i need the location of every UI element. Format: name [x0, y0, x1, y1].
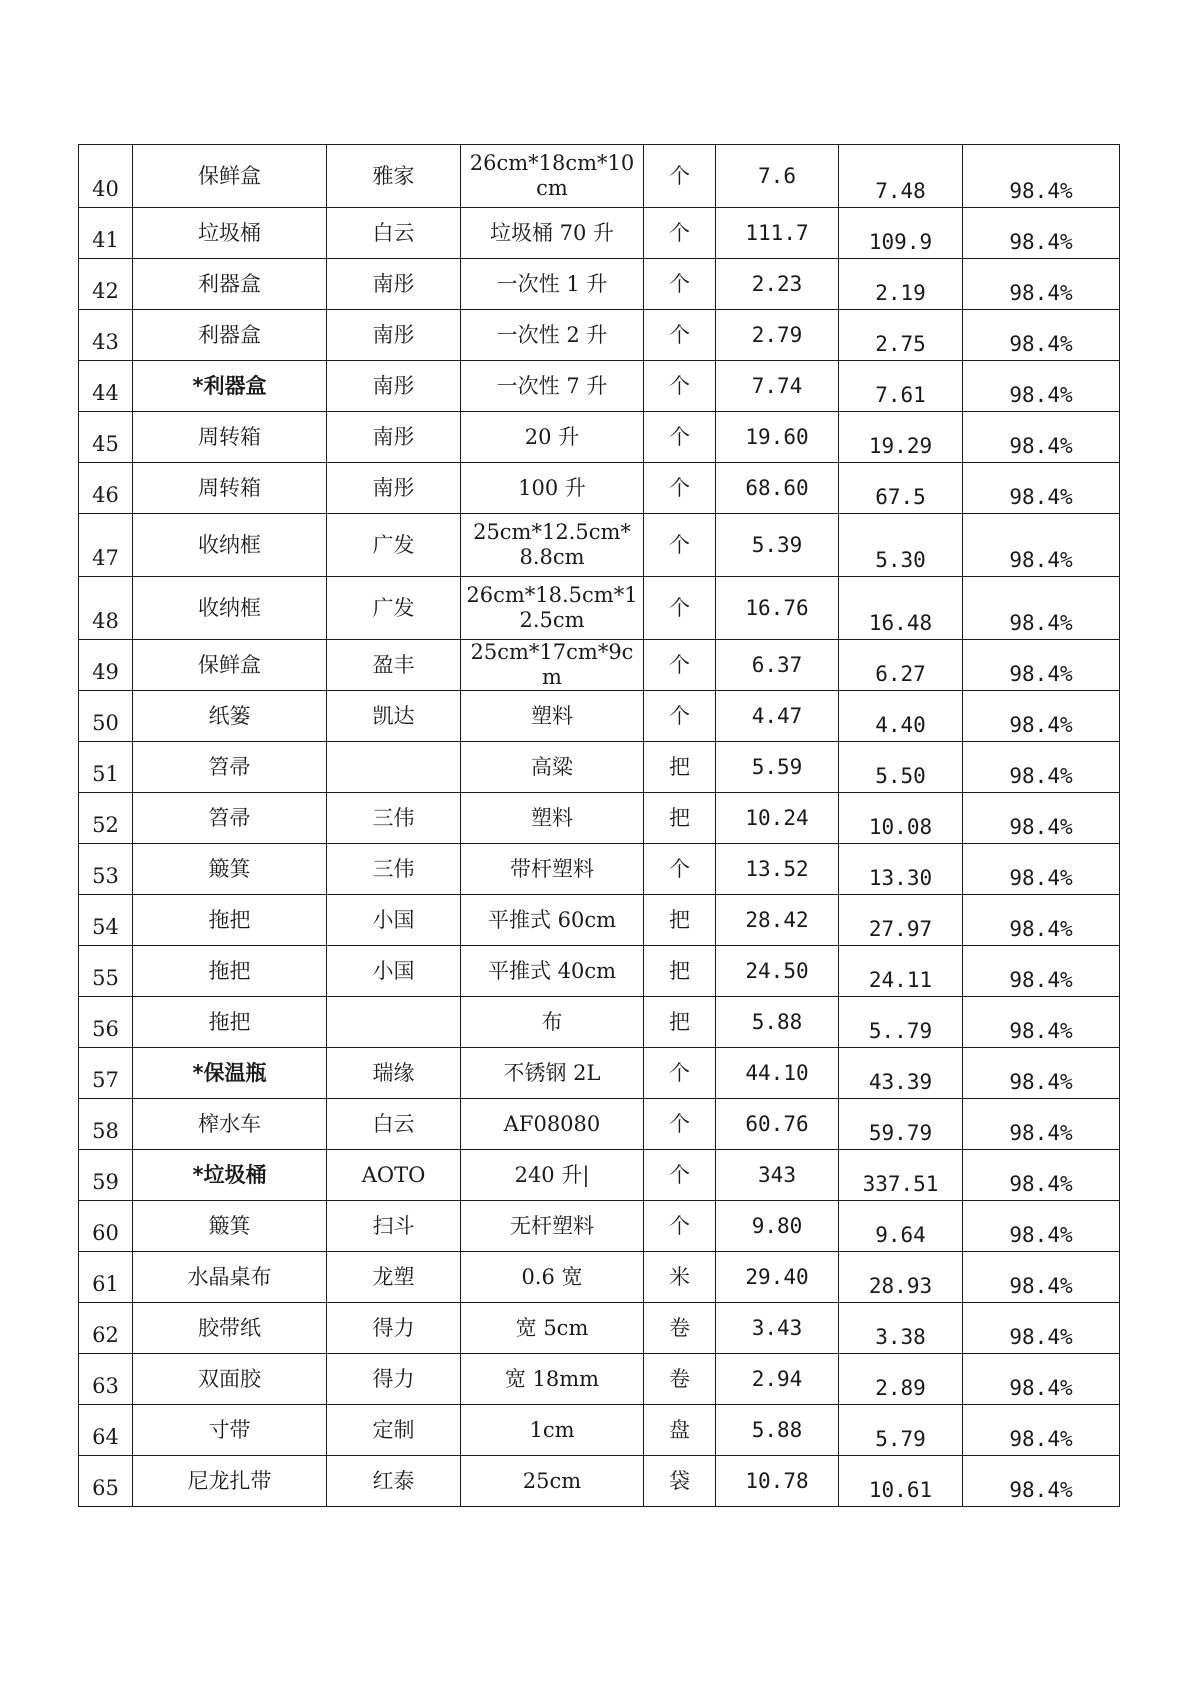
item-discount-rate: 98.4% — [963, 895, 1120, 946]
item-name: 水晶桌布 — [133, 1252, 327, 1303]
item-unit: 个 — [644, 577, 716, 640]
item-brand: 盈丰 — [327, 640, 461, 691]
item-spec: 不锈钢 2L — [461, 1048, 644, 1099]
table-row — [79, 742, 1120, 793]
item-spec: 平推式 60cm — [461, 895, 644, 946]
item-discounted-price: 10.08 — [839, 793, 963, 844]
item-brand — [327, 742, 461, 793]
item-discounted-price: 13.30 — [839, 844, 963, 895]
item-name: *利器盒 — [133, 361, 327, 412]
row-number: 53 — [79, 844, 133, 895]
item-name: 纸篓 — [133, 691, 327, 742]
item-discount-rate: 98.4% — [963, 259, 1120, 310]
item-name: 保鲜盒 — [133, 145, 327, 208]
item-spec: 宽 18mm — [461, 1354, 644, 1405]
row-number: 65 — [79, 1456, 133, 1507]
item-brand: 南彤 — [327, 463, 461, 514]
item-spec: 高粱 — [461, 742, 644, 793]
table-row — [79, 1303, 1120, 1354]
table-row — [79, 208, 1120, 259]
row-number: 45 — [79, 412, 133, 463]
item-spec: 平推式 40cm — [461, 946, 644, 997]
item-brand: 广发 — [327, 514, 461, 577]
price-table — [78, 144, 1120, 1507]
item-brand: 小国 — [327, 895, 461, 946]
item-brand: 白云 — [327, 1099, 461, 1150]
table-row — [79, 793, 1120, 844]
item-unit: 个 — [644, 1048, 716, 1099]
table-row — [79, 361, 1120, 412]
item-discount-rate: 98.4% — [963, 412, 1120, 463]
item-discounted-price: 7.48 — [839, 145, 963, 208]
item-brand: 南彤 — [327, 361, 461, 412]
item-brand: 白云 — [327, 208, 461, 259]
table-row — [79, 997, 1120, 1048]
item-spec: 100 升 — [461, 463, 644, 514]
item-price: 5.88 — [716, 997, 839, 1048]
item-price: 5.88 — [716, 1405, 839, 1456]
item-spec: 一次性 7 升 — [461, 361, 644, 412]
item-price: 7.74 — [716, 361, 839, 412]
item-discounted-price: 19.29 — [839, 412, 963, 463]
row-number: 64 — [79, 1405, 133, 1456]
item-unit: 把 — [644, 742, 716, 793]
item-discount-rate: 98.4% — [963, 946, 1120, 997]
item-name: 簸箕 — [133, 844, 327, 895]
item-unit: 个 — [644, 463, 716, 514]
item-price: 10.24 — [716, 793, 839, 844]
row-number: 48 — [79, 577, 133, 640]
item-price: 68.60 — [716, 463, 839, 514]
item-name: 利器盒 — [133, 310, 327, 361]
row-number: 42 — [79, 259, 133, 310]
row-number: 47 — [79, 514, 133, 577]
item-spec: 一次性 2 升 — [461, 310, 644, 361]
item-price: 44.10 — [716, 1048, 839, 1099]
row-number: 59 — [79, 1150, 133, 1201]
row-number: 44 — [79, 361, 133, 412]
item-brand: 凯达 — [327, 691, 461, 742]
item-discounted-price: 109.9 — [839, 208, 963, 259]
item-price: 28.42 — [716, 895, 839, 946]
item-spec: 塑料 — [461, 691, 644, 742]
item-discounted-price: 67.5 — [839, 463, 963, 514]
item-brand: 瑞缘 — [327, 1048, 461, 1099]
item-discounted-price: 4.40 — [839, 691, 963, 742]
item-name: 周转箱 — [133, 412, 327, 463]
item-spec: AF08080 — [461, 1099, 644, 1150]
item-discounted-price: 5.50 — [839, 742, 963, 793]
item-spec: 240 升| — [461, 1150, 644, 1201]
item-brand: 三伟 — [327, 793, 461, 844]
item-discounted-price: 10.61 — [839, 1456, 963, 1507]
item-unit: 个 — [644, 1099, 716, 1150]
item-discount-rate: 98.4% — [963, 310, 1120, 361]
item-price: 16.76 — [716, 577, 839, 640]
item-price: 2.23 — [716, 259, 839, 310]
row-number: 63 — [79, 1354, 133, 1405]
item-discount-rate: 98.4% — [963, 1252, 1120, 1303]
item-unit: 把 — [644, 997, 716, 1048]
item-discount-rate: 98.4% — [963, 577, 1120, 640]
row-number: 56 — [79, 997, 133, 1048]
item-discounted-price: 7.61 — [839, 361, 963, 412]
item-brand: AOTO — [327, 1150, 461, 1201]
item-price: 6.37 — [716, 640, 839, 691]
row-number: 55 — [79, 946, 133, 997]
item-discounted-price: 2.89 — [839, 1354, 963, 1405]
table-row — [79, 1354, 1120, 1405]
item-price: 60.76 — [716, 1099, 839, 1150]
row-number: 50 — [79, 691, 133, 742]
table-row — [79, 1456, 1120, 1507]
item-brand: 得力 — [327, 1303, 461, 1354]
item-spec: 25cm*17cm*9cm — [461, 640, 644, 691]
item-brand: 龙塑 — [327, 1252, 461, 1303]
item-price: 9.80 — [716, 1201, 839, 1252]
item-discount-rate: 98.4% — [963, 361, 1120, 412]
table-row — [79, 1150, 1120, 1201]
table-row — [79, 145, 1120, 208]
row-number: 49 — [79, 640, 133, 691]
item-name: 榨水车 — [133, 1099, 327, 1150]
item-name: 拖把 — [133, 997, 327, 1048]
table-body — [79, 145, 1120, 1507]
item-name: 周转箱 — [133, 463, 327, 514]
item-brand: 扫斗 — [327, 1201, 461, 1252]
item-brand: 广发 — [327, 577, 461, 640]
item-discounted-price: 24.11 — [839, 946, 963, 997]
item-discount-rate: 98.4% — [963, 691, 1120, 742]
item-discount-rate: 98.4% — [963, 1405, 1120, 1456]
item-spec: 26cm*18cm*10cm — [461, 145, 644, 208]
item-discounted-price: 3.38 — [839, 1303, 963, 1354]
item-brand — [327, 997, 461, 1048]
item-price: 10.78 — [716, 1456, 839, 1507]
item-unit: 个 — [644, 208, 716, 259]
row-number: 51 — [79, 742, 133, 793]
item-unit: 盘 — [644, 1405, 716, 1456]
item-unit: 个 — [644, 514, 716, 577]
row-number: 62 — [79, 1303, 133, 1354]
table-row — [79, 1252, 1120, 1303]
table-row — [79, 310, 1120, 361]
item-unit: 个 — [644, 1201, 716, 1252]
item-name: 笤帚 — [133, 742, 327, 793]
item-price: 13.52 — [716, 844, 839, 895]
item-discount-rate: 98.4% — [963, 514, 1120, 577]
item-spec: 20 升 — [461, 412, 644, 463]
item-name: 笤帚 — [133, 793, 327, 844]
item-discount-rate: 98.4% — [963, 793, 1120, 844]
item-name: 寸带 — [133, 1405, 327, 1456]
item-discounted-price: 5.30 — [839, 514, 963, 577]
item-name: *垃圾桶 — [133, 1150, 327, 1201]
item-unit: 卷 — [644, 1303, 716, 1354]
table-row — [79, 259, 1120, 310]
item-unit: 个 — [644, 640, 716, 691]
item-price: 2.79 — [716, 310, 839, 361]
item-price: 111.7 — [716, 208, 839, 259]
item-discounted-price: 59.79 — [839, 1099, 963, 1150]
row-number: 54 — [79, 895, 133, 946]
item-spec: 塑料 — [461, 793, 644, 844]
item-discounted-price: 2.19 — [839, 259, 963, 310]
item-unit: 个 — [644, 1150, 716, 1201]
item-discount-rate: 98.4% — [963, 1303, 1120, 1354]
row-number: 40 — [79, 145, 133, 208]
table-row — [79, 691, 1120, 742]
item-name: 保鲜盒 — [133, 640, 327, 691]
item-unit: 把 — [644, 793, 716, 844]
item-discounted-price: 6.27 — [839, 640, 963, 691]
table-row — [79, 514, 1120, 577]
item-unit: 把 — [644, 895, 716, 946]
table-row — [79, 844, 1120, 895]
item-unit: 个 — [644, 361, 716, 412]
item-brand: 南彤 — [327, 412, 461, 463]
row-number: 57 — [79, 1048, 133, 1099]
table-row — [79, 577, 1120, 640]
item-spec: 带杆塑料 — [461, 844, 644, 895]
item-spec: 布 — [461, 997, 644, 1048]
item-name: *保温瓶 — [133, 1048, 327, 1099]
item-unit: 米 — [644, 1252, 716, 1303]
item-name: 拖把 — [133, 946, 327, 997]
table-row — [79, 1099, 1120, 1150]
item-unit: 卷 — [644, 1354, 716, 1405]
item-unit: 袋 — [644, 1456, 716, 1507]
item-unit: 个 — [644, 844, 716, 895]
row-number: 60 — [79, 1201, 133, 1252]
row-number: 58 — [79, 1099, 133, 1150]
item-spec: 无杆塑料 — [461, 1201, 644, 1252]
item-name: 胶带纸 — [133, 1303, 327, 1354]
table-row — [79, 412, 1120, 463]
item-name: 簸箕 — [133, 1201, 327, 1252]
item-brand: 红泰 — [327, 1456, 461, 1507]
item-discount-rate: 98.4% — [963, 742, 1120, 793]
item-unit: 个 — [644, 310, 716, 361]
item-brand: 三伟 — [327, 844, 461, 895]
item-price: 5.39 — [716, 514, 839, 577]
table-row — [79, 895, 1120, 946]
item-brand: 得力 — [327, 1354, 461, 1405]
table-row — [79, 946, 1120, 997]
row-number: 43 — [79, 310, 133, 361]
item-price: 2.94 — [716, 1354, 839, 1405]
item-name: 拖把 — [133, 895, 327, 946]
item-discounted-price: 28.93 — [839, 1252, 963, 1303]
item-spec: 26cm*18.5cm*12.5cm — [461, 577, 644, 640]
item-name: 垃圾桶 — [133, 208, 327, 259]
item-name: 尼龙扎带 — [133, 1456, 327, 1507]
item-spec: 25cm*12.5cm*8.8cm — [461, 514, 644, 577]
item-unit: 个 — [644, 412, 716, 463]
item-discount-rate: 98.4% — [963, 640, 1120, 691]
item-price: 343 — [716, 1150, 839, 1201]
item-brand: 南彤 — [327, 259, 461, 310]
item-discount-rate: 98.4% — [963, 1150, 1120, 1201]
item-brand: 雅家 — [327, 145, 461, 208]
item-unit: 把 — [644, 946, 716, 997]
item-price: 29.40 — [716, 1252, 839, 1303]
item-spec: 一次性 1 升 — [461, 259, 644, 310]
item-spec: 0.6 宽 — [461, 1252, 644, 1303]
item-discounted-price: 43.39 — [839, 1048, 963, 1099]
item-unit: 个 — [644, 145, 716, 208]
item-price: 4.47 — [716, 691, 839, 742]
item-spec: 25cm — [461, 1456, 644, 1507]
item-name: 收纳框 — [133, 514, 327, 577]
item-unit: 个 — [644, 259, 716, 310]
row-number: 46 — [79, 463, 133, 514]
item-price: 19.60 — [716, 412, 839, 463]
item-discount-rate: 98.4% — [963, 1201, 1120, 1252]
item-unit: 个 — [644, 691, 716, 742]
item-name: 双面胶 — [133, 1354, 327, 1405]
table-row — [79, 463, 1120, 514]
row-number: 41 — [79, 208, 133, 259]
item-discount-rate: 98.4% — [963, 844, 1120, 895]
item-discounted-price: 9.64 — [839, 1201, 963, 1252]
item-discount-rate: 98.4% — [963, 1099, 1120, 1150]
item-spec: 垃圾桶 70 升 — [461, 208, 644, 259]
item-discount-rate: 98.4% — [963, 1048, 1120, 1099]
item-price: 7.6 — [716, 145, 839, 208]
item-discount-rate: 98.4% — [963, 997, 1120, 1048]
row-number: 52 — [79, 793, 133, 844]
item-spec: 宽 5cm — [461, 1303, 644, 1354]
item-name: 利器盒 — [133, 259, 327, 310]
item-discounted-price: 2.75 — [839, 310, 963, 361]
table-row — [79, 1201, 1120, 1252]
row-number: 61 — [79, 1252, 133, 1303]
item-discount-rate: 98.4% — [963, 1354, 1120, 1405]
item-discount-rate: 98.4% — [963, 463, 1120, 514]
item-brand: 定制 — [327, 1405, 461, 1456]
item-discounted-price: 16.48 — [839, 577, 963, 640]
item-name: 收纳框 — [133, 577, 327, 640]
table-row — [79, 640, 1120, 691]
item-discounted-price: 5.79 — [839, 1405, 963, 1456]
item-spec: 1cm — [461, 1405, 644, 1456]
item-price: 3.43 — [716, 1303, 839, 1354]
table-row — [79, 1405, 1120, 1456]
item-price: 24.50 — [716, 946, 839, 997]
item-brand: 南彤 — [327, 310, 461, 361]
item-discount-rate: 98.4% — [963, 208, 1120, 259]
item-brand: 小国 — [327, 946, 461, 997]
item-discounted-price: 337.51 — [839, 1150, 963, 1201]
item-discount-rate: 98.4% — [963, 145, 1120, 208]
item-discounted-price: 27.97 — [839, 895, 963, 946]
item-discounted-price: 5..79 — [839, 997, 963, 1048]
item-discount-rate: 98.4% — [963, 1456, 1120, 1507]
table-row — [79, 1048, 1120, 1099]
item-price: 5.59 — [716, 742, 839, 793]
